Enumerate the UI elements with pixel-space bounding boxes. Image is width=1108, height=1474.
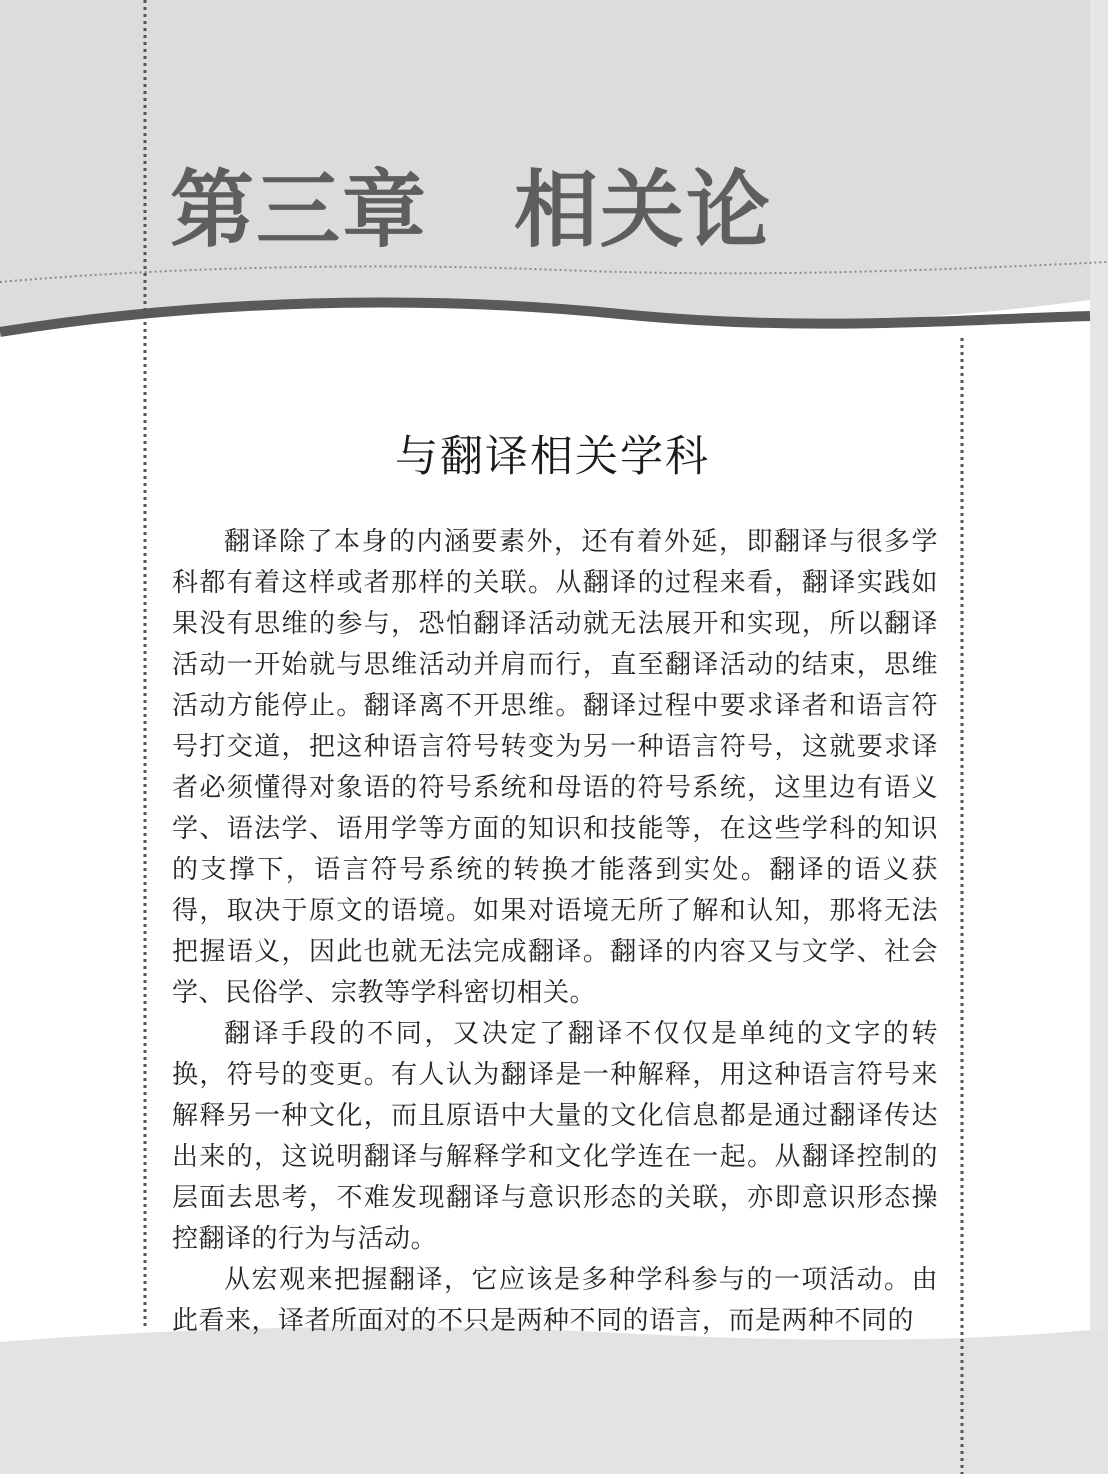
section-title: 与翻译相关学科 xyxy=(395,432,710,482)
footer-band xyxy=(0,1327,1108,1474)
body-text xyxy=(172,522,938,1342)
paragraph: 翻译除了本身的内涵要素外，还有着外延，即翻译与很多学科都有着这样或者那样的关联。从翻译的过程来看，翻译实践如果没有思维的参与，恐怕翻译活动就无法展开和实现，所以翻译活动一开始就与思维活动并肩而行，直至翻译活动的结束，思维活动方能停止。翻译离不开思维。翻译过程中要求译者和语言符号打交道，把这种语言符号转变为另一种语言符号，这就要求译者必须懂得对象语的符号系统和母语的符号系统，这里边有语义学、语法学、语用学等方面的知识和技能等，在这些学科的知识的支撑下，语言符号系统的转换才能落到实处。翻译的语义获得，取决于原文的语境。如果对语境无所了解和认知，那将无法把握语义，因此也就无法完成翻译。翻译的内容又与文学、社会学、民俗学、宗教等学科密切相关。 xyxy=(172,527,938,1008)
paragraph: 从宏观来把握翻译，它应该是多种学科参与的一项活动。由此看来，译者所面对的不只是两种不同的语言，而是两种不同的 xyxy=(172,1265,938,1336)
paragraph: 翻译手段的不同，又决定了翻译不仅仅是单纯的文字的转换，符号的变更。有人认为翻译是一种解释，用这种语言符号来解释另一种文化，而且原语中大量的文化信息都是通过翻译传达出来的，这说明翻译与解释学和文化学连在一起。从翻译控制的层面去思考，不难发现翻译与意识形态的关联，亦即意识形态操控翻译的行为与活动。 xyxy=(172,1019,938,1254)
right-edge-strip xyxy=(1090,0,1108,1474)
chapter-title: 第三章 相关论 xyxy=(170,160,773,259)
